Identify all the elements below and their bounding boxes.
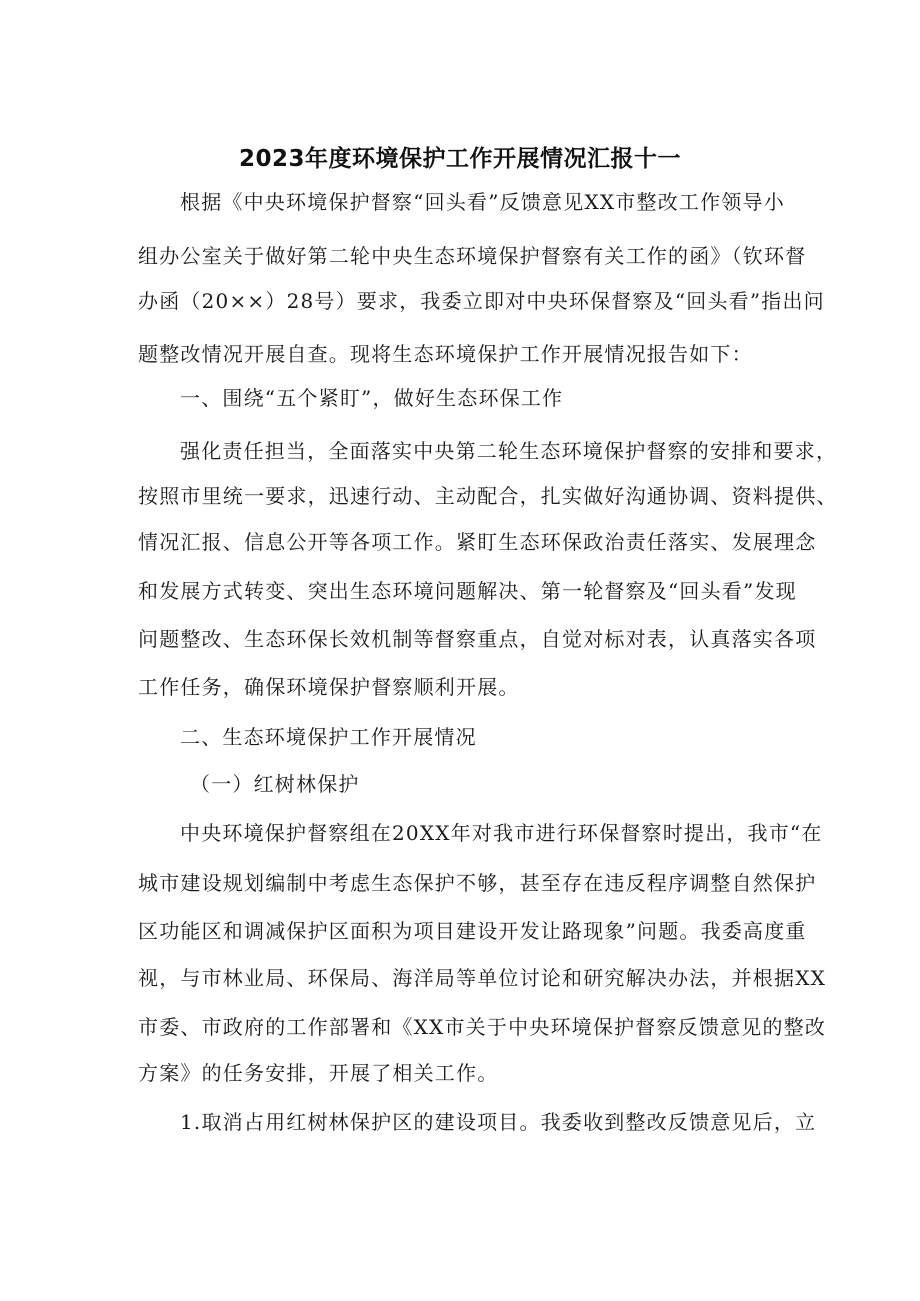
para-2-line-1: 中央环境保护督察组在20XX年对我市进行环保督察时提出，我市“在 xyxy=(180,821,823,845)
intro-line-4: 题整改情况开展自查。现将生态环境保护工作开展情况报告如下： xyxy=(138,342,753,366)
para-2-line-6: 方案》的任务安排，开展了相关工作。 xyxy=(138,1061,499,1085)
section-heading-1: 一、围绕“五个紧盯”，做好生态环保工作 xyxy=(180,386,564,410)
para-2-line-4: 视，与市林业局、环保局、海洋局等单位讨论和研究解决办法，并根据XX xyxy=(138,966,827,990)
para-2-line-5: 市委、市政府的工作部署和《XX市关于中央环境保护督察反馈意见的整改 xyxy=(138,1015,827,1039)
para-1-line-1: 强化责任担当，全面落实中央第二轮生态环境保护督察的安排和要求， xyxy=(180,439,838,463)
list-item-1-line-1: 1.取消占用红树林保护区的建设项目。我委收到整改反馈意见后，立 xyxy=(180,1110,817,1134)
para-1-line-6: 工作任务，确保环境保护督察顺利开展。 xyxy=(138,675,520,699)
document-title: 2023年度环境保护工作开展情况汇报十一 xyxy=(238,146,681,172)
para-1-line-3: 情况汇报、信息公开等各项工作。紧盯生态环保政治责任落实、发展理念 xyxy=(138,530,817,554)
subsection-heading-1: （一）红树林保护 xyxy=(190,772,360,796)
section-heading-2: 二、生态环境保护工作开展情况 xyxy=(180,725,477,749)
para-2-line-2: 城市建设规划编制中考虑生态保护不够，甚至存在违反程序调整自然保护 xyxy=(138,871,817,895)
para-1-line-4: 和发展方式转变、突出生态环境问题解决、第一轮督察及“回头看”发现 xyxy=(138,579,797,603)
para-1-line-5: 问题整改、生态环保长效机制等督察重点，自觉对标对表，认真落实各项 xyxy=(138,627,817,651)
intro-line-3: 办函（20××）28号）要求，我委立即对中央环保督察及“回头看”指出问 xyxy=(138,289,825,313)
intro-line-2: 组办公室关于做好第二轮中央生态环境保护督察有关工作的函》（钦环督 xyxy=(138,244,807,268)
para-1-line-2: 按照市里统一要求，迅速行动、主动配合，扎实做好沟通协调、资料提供、 xyxy=(138,484,838,508)
para-2-line-3: 区功能区和调减保护区面积为项目建设开发让路现象”问题。我委高度重 xyxy=(138,919,807,943)
intro-line-1: 根据《中央环境保护督察“回头看”反馈意见XX市整改工作领导小 xyxy=(180,190,785,214)
